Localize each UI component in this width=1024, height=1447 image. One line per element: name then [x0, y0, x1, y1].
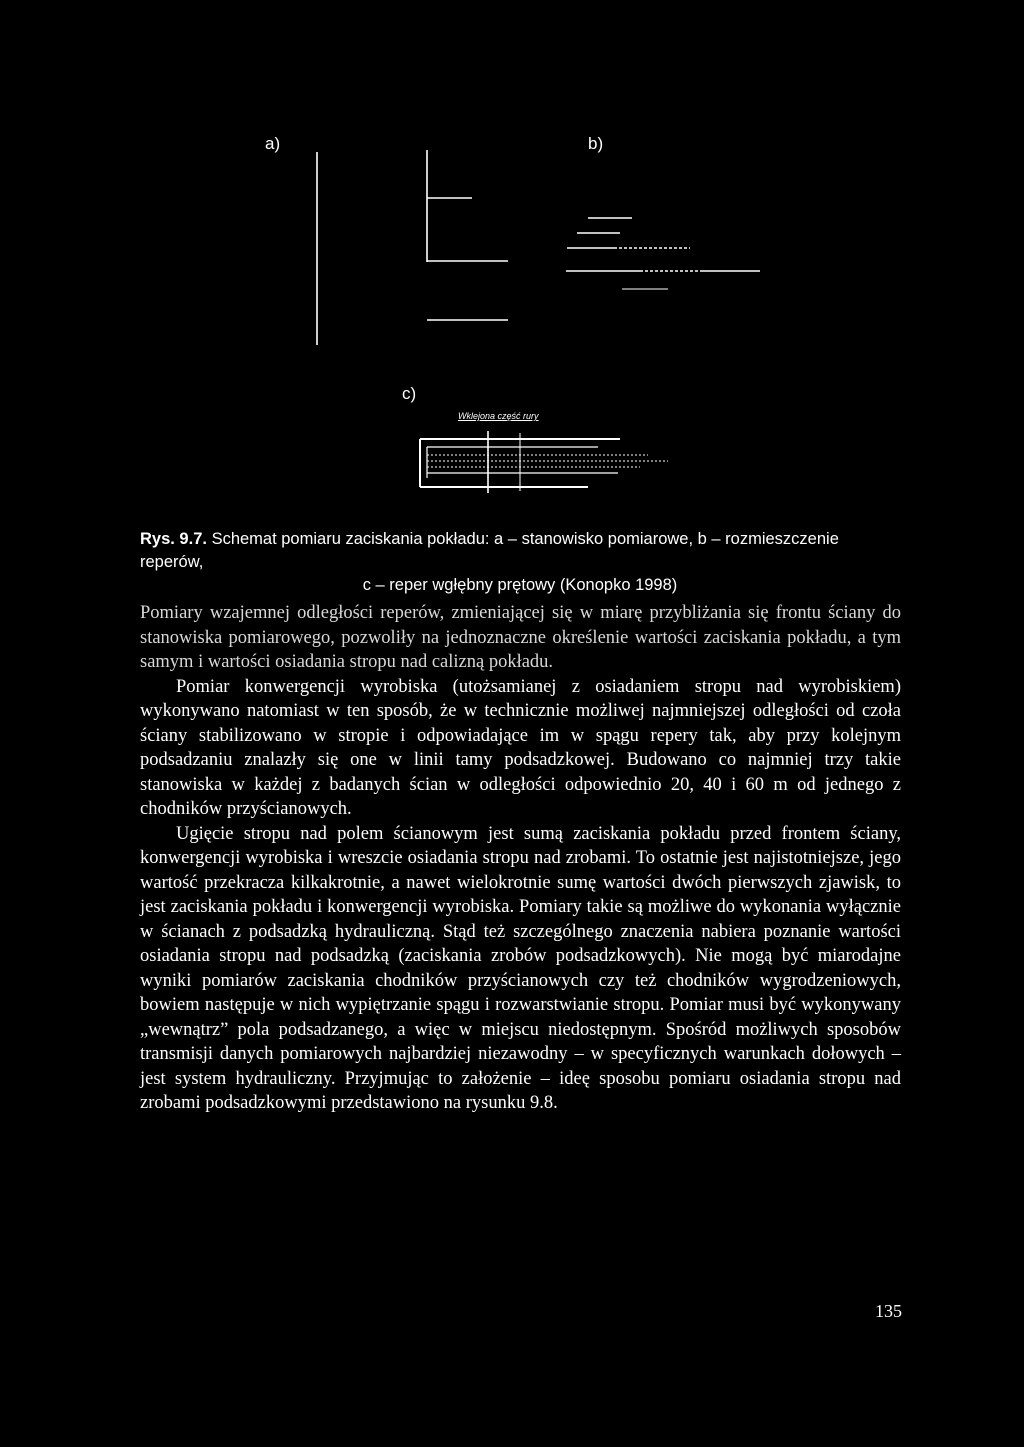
body-text: [140, 601, 901, 1116]
panel-b-drawing: [566, 218, 760, 289]
panel-a-label: a): [265, 134, 281, 153]
paragraph-1: Pomiary wzajemnej odległości reperów, zmieniającej się w miarę przybliżania się frontu ściany do stanowiska pomiarowego, pozwoliły na jednoznaczne określenie wartości zaciskania pokładu, a tym samym i wartości osiadania stropu nad calizną pokładu.: [140, 603, 901, 672]
caption-text-line2: c – reper wgłębny prętowy (Konopko 1998): [362, 576, 678, 594]
panel-c-drawing: [420, 431, 668, 493]
panel-a-drawing: [317, 150, 508, 345]
paragraph-3: Ugięcie stropu nad polem ścianowym jest sumą zaciskania pokładu przed frontem ściany, konwergencji wyrobiska i wreszcie osiadania stropu nad zrobami. To ostatnie jest najistotniejsze, jego wartość przekracza kilkakrotnie, a nawet wielokrotnie sumę wartości dwóch pierwszych zjawisk, to jest zaciskania pokładu i konwergencji wyrobiska. Pomiary takie są możliwe do wykonania wyłącznie w ścianach z podsadzką hydrauliczną. Stąd też szczególnego znaczenia nabiera poznanie wartości osiadania stropu nad podsadzką (zaciskania zrobów podsadzkowych). Nie mogą być miarodajne wyniki pomiarów zaciskania chodników przyścianowych czy też chodników wygrodzeniowych, bowiem następuje w nich wypiętrzanie spągu i rozwarstwianie stropu. Pomiar musi być wykonywany „wewnątrz” pola podsadzanego, a więc w miejscu niedostępnym. Spośród możliwych sposobów transmisji danych pomiarowych najbardziej niezawodny – w specyficznych warunkach dołowych – jest system hydrauliczny. Przyjmując to założenie – ideę sposobu pomiaru osiadania stropu nad zrobami podsadzkowymi przedstawiono na rysunku 9.8.: [140, 823, 901, 1113]
paragraph-2: Pomiar konwergencji wyrobiska (utożsamianej z osiadaniem stropu nad wyrobiskiem) wykonywano natomiast w ten sposób, że w technicznie możliwej najmniejszej odległości od czoła ściany stabilizowano w stropie i odpowiadające im w spągu repery tak, aby przy kolejnym podsadzaniu znalazły się one w linii tamy podsadzkowej. Budowano co najmniej trzy takie stanowiska w każdej z badanych ścian w odległości odpowiednio 20, 40 i 60 m od jednego z chodników przyścianowych.: [140, 676, 901, 819]
figure-caption: [140, 528, 900, 597]
figure-drawing: [0, 0, 1024, 520]
panel-c-annotation: Wklejona część rury: [458, 411, 539, 421]
page-number: 135: [875, 1301, 902, 1321]
panel-b-label: b): [588, 134, 604, 153]
caption-text-line1: Schemat pomiaru zaciskania pokładu: a – stanowisko pomiarowe, b – rozmieszczenie reperów,: [140, 530, 839, 571]
caption-number: Rys. 9.7.: [140, 530, 207, 548]
panel-c-label: c): [402, 384, 417, 403]
